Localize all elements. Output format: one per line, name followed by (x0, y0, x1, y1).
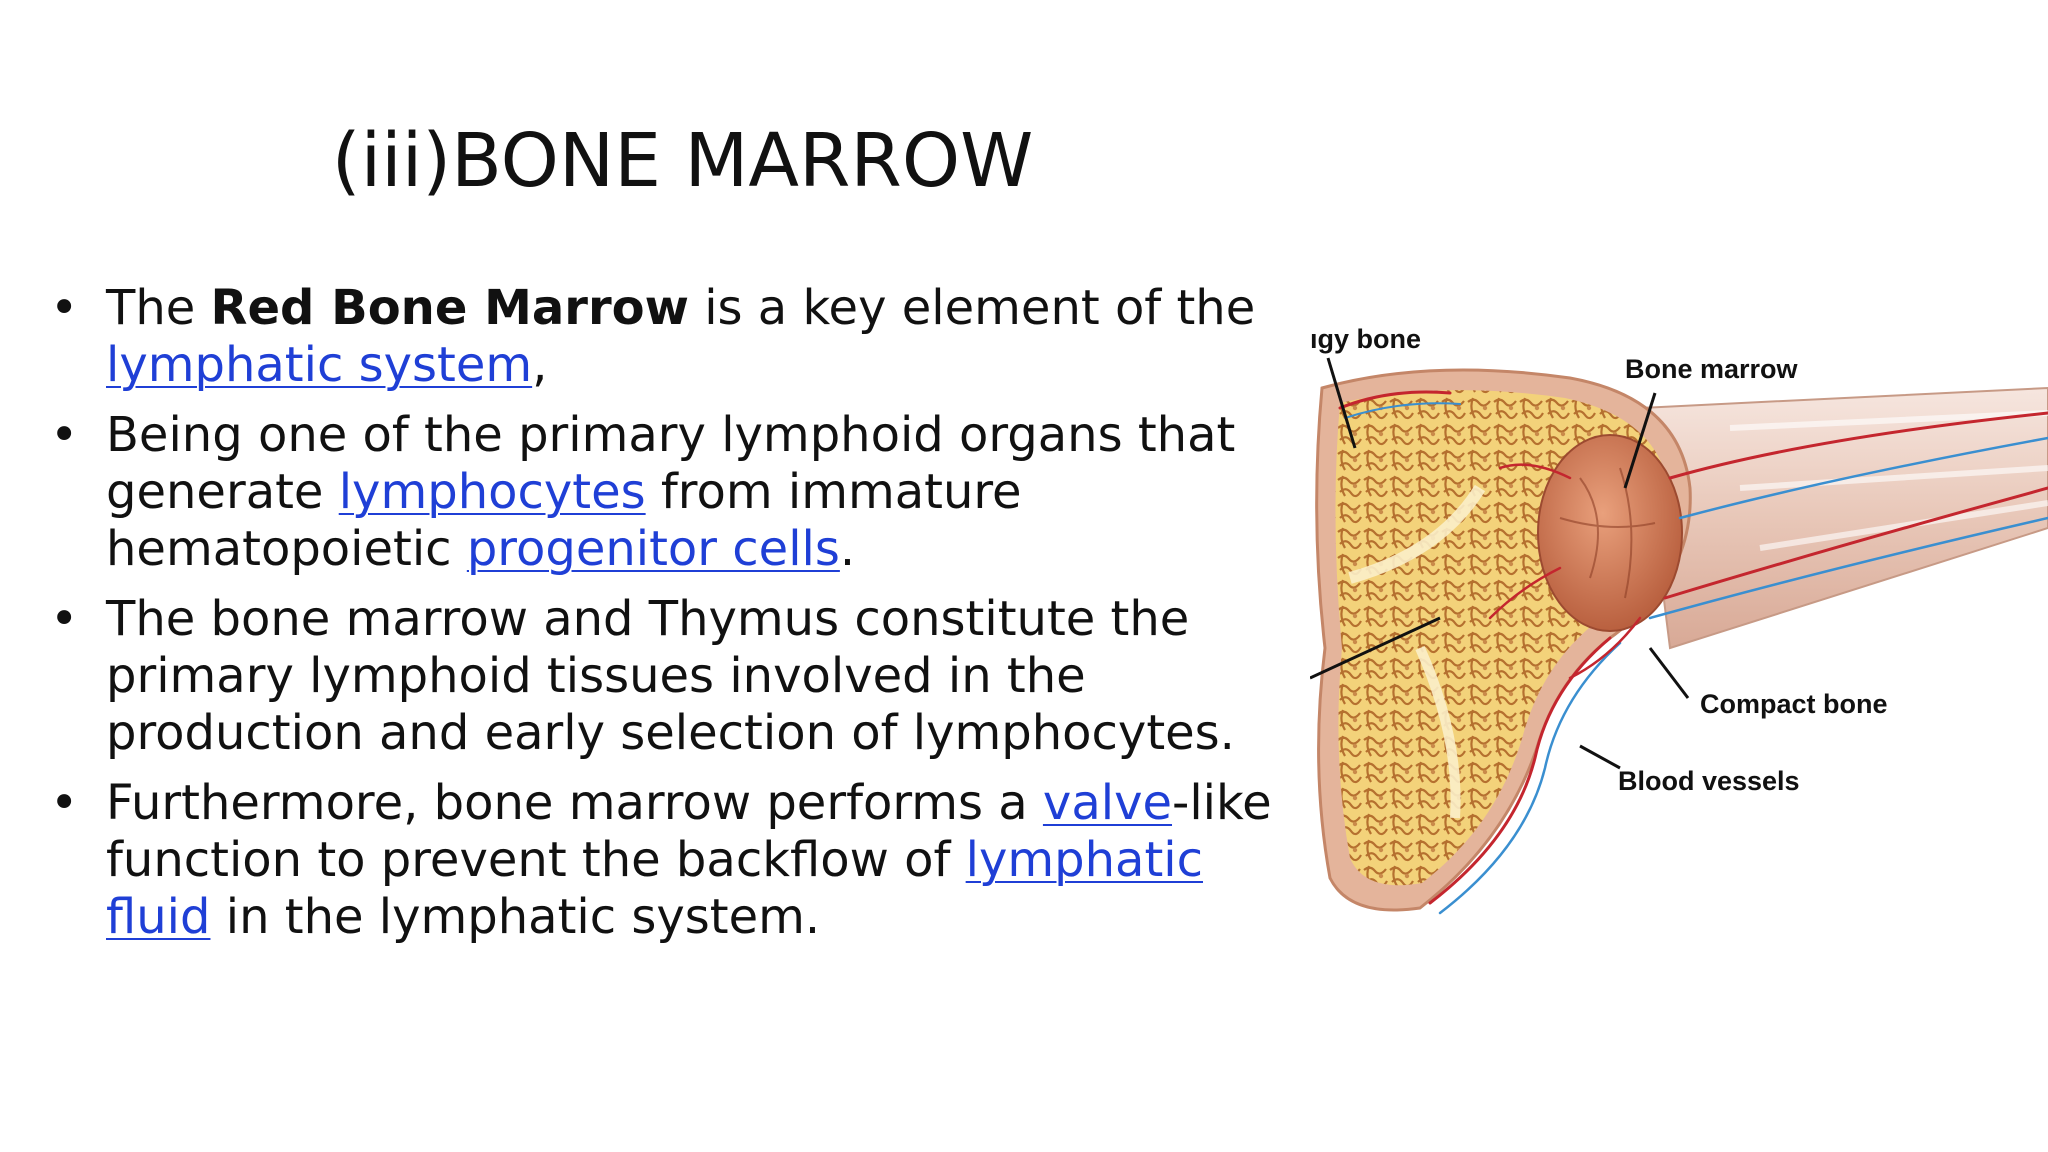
link-lymphatic-system[interactable]: lymphatic system (106, 337, 533, 393)
bullet-text: is a key element of the (688, 280, 1256, 336)
link-lymphatic-fluid[interactable]: lymphatic fluid (106, 832, 1203, 945)
bullet-dot: • (50, 591, 79, 647)
bullet-text: , (532, 337, 548, 393)
link-lymphocytes[interactable]: lymphocytes (338, 464, 646, 520)
bullet-dot: • (50, 775, 79, 831)
slide-title: (iii)BONE MARROW (331, 118, 1034, 204)
bullet-text: Being one of the primary lymphoid organs that generate (106, 407, 1236, 520)
bullet-dot: • (50, 407, 79, 463)
bullet-text: The bone marrow and Thymus constitute the primary lymphoid tissues involved in the production and early selection of lymphocytes. (106, 591, 1235, 761)
bullet-text: The (106, 280, 211, 336)
bullet-dot: • (50, 280, 79, 336)
bone-shaft (1640, 388, 2048, 648)
label-compact-bone: Compact bone (1700, 689, 1888, 719)
link-valve[interactable]: valve (1042, 775, 1173, 831)
bullet-text: -like function to prevent the backflow of (106, 775, 1272, 888)
bone-diagram-svg (1310, 318, 2048, 918)
label-blood-vessels: Blood vessels (1618, 766, 1800, 796)
label-bone-marrow: Bone marrow (1625, 354, 1798, 384)
bullet-item-4 (50, 775, 1320, 946)
bullet-text: from immature hematopoietic (106, 464, 1022, 577)
label-spongy-bone: ıgy bone (1310, 324, 1422, 354)
bullet-item-2 (50, 407, 1320, 578)
bold-term: Red Bone Marrow (210, 280, 689, 336)
bullet-item-1 (50, 280, 1320, 394)
bone-marrow-illustration (1310, 318, 2048, 918)
bullet-list (50, 280, 1320, 959)
bullet-text: in the lymphatic system. (210, 889, 821, 945)
bullet-text: Furthermore, bone marrow performs a (106, 775, 1043, 831)
link-progenitor-cells[interactable]: progenitor cells (466, 521, 840, 577)
bone-marrow-core (1538, 435, 1682, 631)
bullet-item-3 (50, 591, 1320, 762)
bullet-text: . (839, 521, 856, 577)
